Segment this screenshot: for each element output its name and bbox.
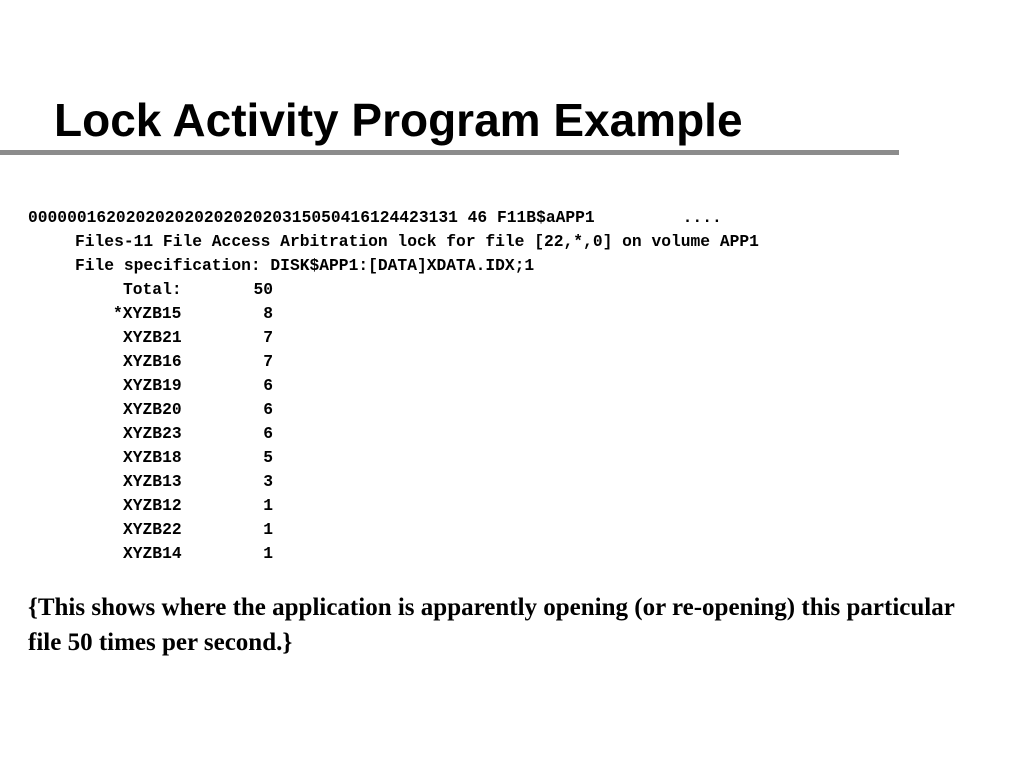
process-row [28,350,759,374]
process-row [28,326,759,350]
process-row [28,422,759,446]
process-name: XYZB19 [123,376,182,395]
process-row [28,374,759,398]
resource-dots: .... [682,208,722,227]
process-count: 1 [263,496,273,515]
process-row [28,398,759,422]
process-name: XYZB12 [123,496,182,515]
process-name: XYZB21 [123,328,182,347]
process-row [28,518,759,542]
total-value: 50 [253,280,273,299]
resource-name: F11B$aAPP1 [497,208,595,227]
process-name: XYZB18 [123,448,182,467]
process-count: 3 [263,472,273,491]
resource-line [28,206,759,230]
process-row [28,494,759,518]
process-count: 1 [263,544,273,563]
process-count: 6 [263,400,273,419]
process-count: 1 [263,520,273,539]
slide-title: Lock Activity Program Example [54,94,743,146]
process-count: 6 [263,424,273,443]
explanation-text: {This shows where the application is apparently opening (or re-opening) this particular file 50 times per second.} [28,594,955,656]
process-name: XYZB14 [123,544,182,563]
lock-report [28,206,759,566]
process-count: 8 [263,304,273,323]
process-name: XYZB13 [123,472,182,491]
title-divider [0,150,899,155]
process-name: *XYZB15 [113,304,182,323]
file-specification: File specification: DISK$APP1:[DATA]XDATA.IDX;1 [75,256,535,275]
process-name: XYZB23 [123,424,182,443]
process-count: 6 [263,376,273,395]
resource-id: 00000016202020202020202020315050416124423131 46 [28,208,488,227]
process-name: XYZB22 [123,520,182,539]
process-count: 5 [263,448,273,467]
process-name: XYZB20 [123,400,182,419]
total-label: Total: [123,280,182,299]
process-name: XYZB16 [123,352,182,371]
process-row [28,470,759,494]
process-count: 7 [263,328,273,347]
process-row [28,542,759,566]
process-row [28,446,759,470]
lock-description: Files-11 File Access Arbitration lock for file [22,*,0] on volume APP1 [75,232,759,251]
process-count: 7 [263,352,273,371]
process-row [28,302,759,326]
total-row [28,278,759,302]
